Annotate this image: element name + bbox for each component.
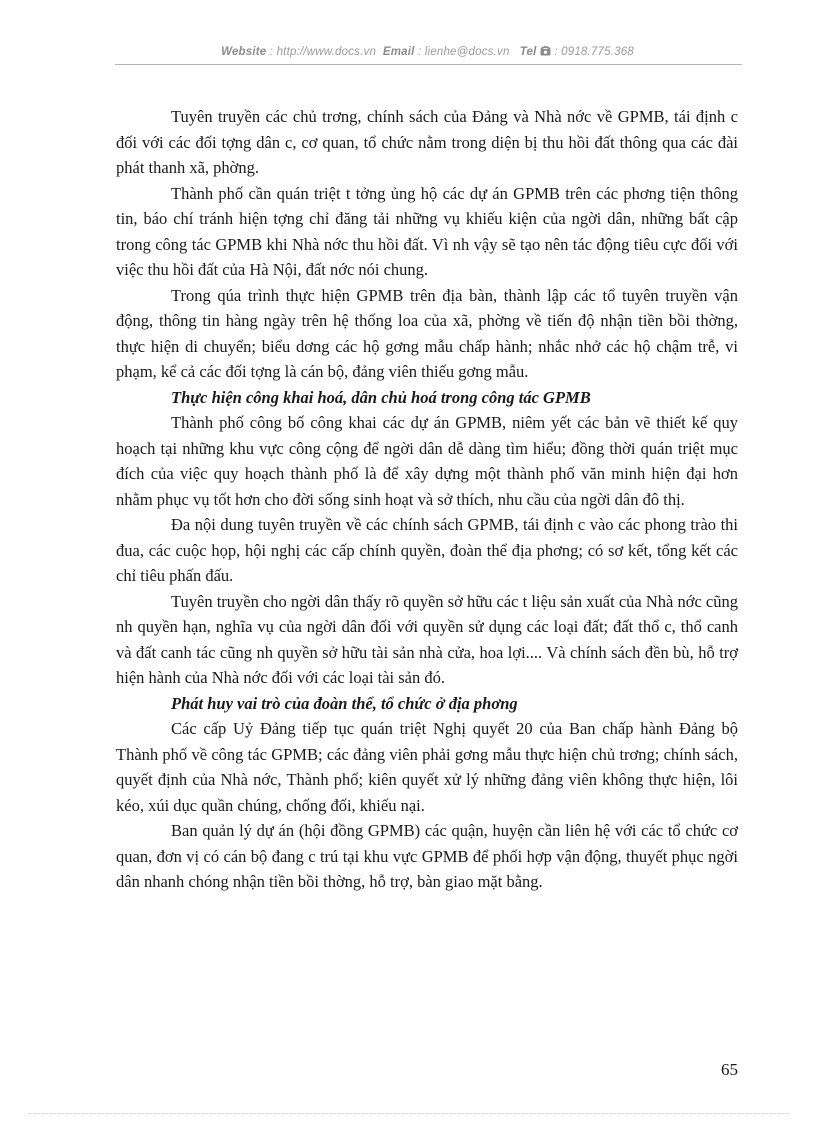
website-label: Website	[221, 46, 267, 58]
footer-rule	[28, 1113, 788, 1114]
paragraph: Đa nội dung tuyên truyền về các chính sách GPMB, tái định c vào các phong trào thi đua, các cuộc họp, hội nghị các cấp chính quyền, đoàn thể địa phơng; có sơ kết, tổng kết các chỉ tiêu phấn đấu.	[116, 515, 738, 585]
section-heading: Phát huy vai trò của đoàn thể, tổ chức ở địa phơng	[171, 693, 518, 713]
email-label: Email	[382, 46, 415, 58]
section-heading: Thực hiện công khai hoá, dân chủ hoá trong công tác GPMB	[171, 387, 591, 407]
phone-icon	[540, 46, 551, 59]
page-header	[115, 46, 740, 59]
email-value: : lienhe@docs.vn	[417, 46, 510, 58]
page-number: 65	[721, 1060, 738, 1079]
paragraph: Tuyên truyền các chủ trơng, chính sách của Đảng và Nhà nớc về GPMB, tái định c đối với các đối tợng dân c, cơ quan, tổ chức nằm trong diện bị thu hồi đất thông qua các đài phát thanh xã, phờng.	[116, 107, 738, 177]
paragraph: Tuyên truyền cho ngời dân thấy rõ quyền sở hữu các t liệu sản xuất của Nhà nớc cũng nh quyền hạn, nghĩa vụ của ngời dân đối với quyền sử dụng các loại đất; đất thổ c, thổ canh và đất canh tác cũng nh quyền sở hữu tài sản nhà cửa, hoa lợi.... Và chính sách đền bù, hỗ trợ hiện hành của Nhà nớc đối với các loại tài sản đó.	[116, 591, 738, 687]
paragraph: Thành phố cần quán triệt t tởng ủng hộ các dự án GPMB trên các phơng tiện thông tin, báo chí tránh hiện tợng chỉ đăng tải những vụ khiếu kiện của ngời dân, những bất cập trong công tác GPMB khi Nhà nớc thu hồi đất. Vì nh vậy sẽ tạo nên tác động tiêu cực đối với việc thu hồi đất của Hà Nội, đất nớc nói chung.	[116, 183, 738, 279]
paragraph: Các cấp Uỷ Đảng tiếp tục quán triệt Nghị quyết 20 của Ban chấp hành Đảng bộ Thành phố về công tác GPMB; các đảng viên phải gơng mẫu thực hiện chủ trơng; chính sách, quyết định của Nhà nớc, Thành phố; kiên quyết xử lý những đảng viên không thực hiện, lôi kéo, xúi dục quần chúng, chống đối, khiếu nại.	[116, 719, 738, 815]
tel-label: Tel	[519, 46, 537, 58]
paragraph: Ban quản lý dự án (hội đồng GPMB) các quận, huyện cần liên hệ với các tổ chức cơ quan, đơn vị có cán bộ đang c trú tại khu vực GPMB để phối hợp vận động, thuyết phục ngời dân nhanh chóng nhận tiền bồi thờng, hỗ trợ, bàn giao mặt bằng.	[116, 821, 738, 891]
document-body	[116, 104, 738, 895]
header-rule	[115, 64, 742, 65]
paragraph: Thành phố công bố công khai các dự án GPMB, niêm yết các bản vẽ thiết kế quy hoạch tại những khu vực công cộng để ngời dân dễ dàng tìm hiểu; đồng thời quán triệt mục đích của việc quy hoạch thành phố là để xây dựng một thành phố văn minh hiện đại hơn nhằm phục vụ tốt hơn cho đời sống sinh hoạt và sở thích, nhu cầu của ngời dân đô thị.	[116, 413, 738, 509]
website-value: : http://www.docs.vn	[269, 46, 377, 58]
paragraph: Trong qúa trình thực hiện GPMB trên địa bàn, thành lập các tổ tuyên truyền vận động, thông tin hàng ngày trên hệ thống loa của xã, phờng về tiến độ nhận tiền bồi thờng, thực hiện di chuyển; biểu dơng các hộ gơng mẫu chấp hành; nhắc nhở các hộ chậm trễ, vi phạm, kể cả các đối tợng là cán bộ, đảng viên thiếu gơng mẫu.	[116, 285, 738, 381]
tel-value: : 0918.775.368	[554, 46, 634, 58]
